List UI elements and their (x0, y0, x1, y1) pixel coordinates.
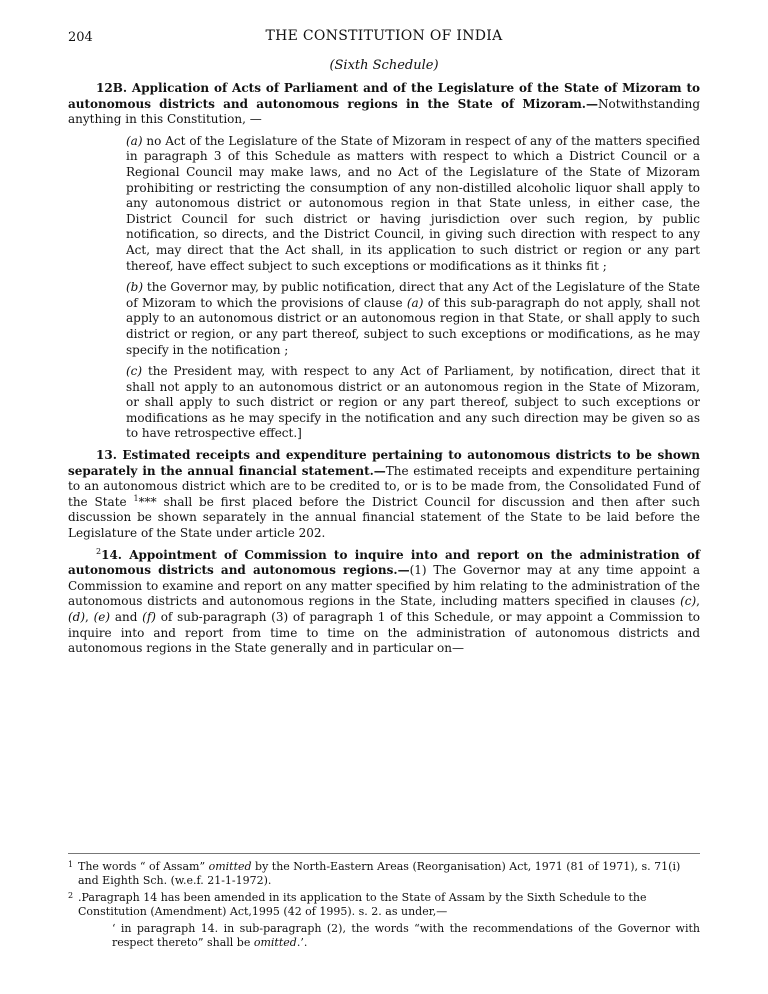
clause-ref-c: (c) (680, 594, 697, 609)
section-12b-heading: 12B. Application of Acts of Parliament and of the Legislature of the State of Mizoram to autonomous districts and autonomous regions in the State of Mizoram.— (68, 81, 700, 111)
footnote-1-omitted: omitted (208, 860, 252, 873)
section-13-text-1: The estimated receipts and expenditure pertaining to an autonomous district which are to be credited to, or is to be made from, the Consolidated Fund of the State (68, 463, 700, 509)
quote-text-a: ‘ in paragraph 14. in sub-paragraph (2), the words “with the recommendations of the Governor with respect thereto” shall be (112, 922, 700, 949)
footnote-ref-2[interactable]: 2 (96, 546, 102, 556)
footnote-divider (68, 853, 700, 854)
footnote-1-text-a: The words “ of Assam” (78, 860, 206, 873)
section-12b (68, 81, 700, 128)
section-14-text-2: of sub-paragraph (3) of paragraph 1 of this Schedule, or may appoint a Commission to inquire into and report from time to time on the administration of autonomous districts and autonomous regions in the State generally and in particular on— (68, 610, 700, 656)
section-14: $^2$14. Appointment of Commission to inquire into and report on the administration of autonomous districts and autonomous regions.—(1) The Governor may at any time appoint a Commission to examine and report on any matter specified by him relating to the administration of the autonomous districts and autonomous regions in the State, including matters specified in clauses (c), (d), (e) and (f) of sub-paragraph (3) of paragraph 1 of this Schedule, or may appoint a Commission to inquire into and report from time to time on the administration of autonomous districts and autonomous regions in the State generally and in particular on— (68, 546, 701, 656)
clause-ref-f: (f) (142, 610, 156, 624)
section-13-text-2: shall be first placed before the District Council for discussion and then after such discussion be shown separately in the annual financial statement of the State to be laid before the Legislature of the State under article 202. (68, 494, 700, 541)
page-header (68, 28, 700, 50)
footnote-2-text: .Paragraph 14 has been amended in its application to the State of Assam by the Sixth Schedule to the Constitution (Amendment) Act,1995 (42 of 1995). s. 2. as under,— (78, 891, 647, 918)
clause-b-text-2: of this sub-paragraph do not apply, shall not apply to an autonomous district or an autonomous region in that State, or shall apply to such district or region, or any part thereof, subject to such exceptions or modifications, as he may specify in the notification ; (126, 295, 700, 357)
clause-b-ref: (a) (406, 295, 424, 310)
footnote-2-mark: 2 (68, 891, 74, 900)
section-13 (68, 448, 700, 542)
clause-b-label: (b) (126, 280, 144, 295)
clause-ref-d: (d) (68, 610, 86, 624)
footnote-2 (68, 891, 700, 919)
clause-b-text-1: the Governor may, by public notification, direct that any Act of the Legislature of the State of Mizoram to which the provisions of clause (126, 280, 700, 310)
page (68, 28, 700, 657)
page-number: 204 (68, 30, 93, 45)
omission-stars: *** (138, 494, 157, 509)
footnote-2-quote (112, 922, 700, 950)
section-12b-intro: Notwithstanding anything in this Constitution, — (68, 96, 700, 127)
clause-a-label: (a) (126, 133, 143, 148)
section-14-text-1: (1) The Governor may at any time appoint a Commission to examine and report on any matter specified by him relating to the administration of the autonomous districts and autonomous regions in the State, including matters specified in clauses (68, 563, 701, 609)
section-14-heading: 14. Appointment of Commission to inquire into and report on the administration of autonomous districts and autonomous regions.— (68, 547, 700, 578)
clause-c-label: (c) (126, 364, 143, 379)
quote-omitted: omitted (253, 936, 297, 949)
section-13-heading: 13. Estimated receipts and expenditure pertaining to autonomous districts to be shown separately in the annual financial statement.— (68, 448, 700, 478)
clause-c (126, 364, 700, 442)
clause-c-text: the President may, with respect to any Act of Parliament, by notification, direct that it shall not apply to an autonomous district or an autonomous region in the State of Mizoram, or shall apply to such district or region or any part thereof, subject to such exceptions or modifications as he may specify in the notification and any such direction may be given so as to have retrospective effect.] (126, 364, 700, 441)
page-title: THE CONSTITUTION OF INDIA (265, 28, 503, 44)
clause-b (126, 280, 700, 358)
clause-a-text: no Act of the Legislature of the State of Mizoram in respect of any of the matters specified in paragraph 3 of this Schedule as matters with respect to which a District Council or a Regional Council may make laws, and no Act of the Legislature of the State of Mizoram prohibiting or restricting the consumption of any non-distilled alcoholic liquor shall apply to any autonomous district or autonomous region in that State unless, in either case, the District Council for such district or having jurisdiction over such region, by public notification, so directs, and the District Council, in giving such direction with respect to any Act, may direct that the Act shall, in its application to such district or region or any part thereof, have effect subject to such exceptions or modifications as it thinks fit ; (126, 133, 700, 273)
footnote-1-text-b: by the North-Eastern Areas (Reorganisation) Act, 1971 (81 of 1971), s. 71(i) and Eighth Sch. (w.e.f. 21-1-1972). (78, 860, 681, 887)
page-subtitle: (Sixth Schedule) (329, 58, 439, 73)
footnote-1 (68, 860, 700, 888)
footnotes (68, 860, 700, 950)
clause-a (126, 134, 700, 274)
quote-text-b: .’. (296, 936, 308, 949)
clause-ref-e: (e) (93, 610, 111, 624)
footnote-1-mark: 1 (68, 860, 74, 869)
footnote-ref-1[interactable]: 1 (133, 493, 139, 503)
